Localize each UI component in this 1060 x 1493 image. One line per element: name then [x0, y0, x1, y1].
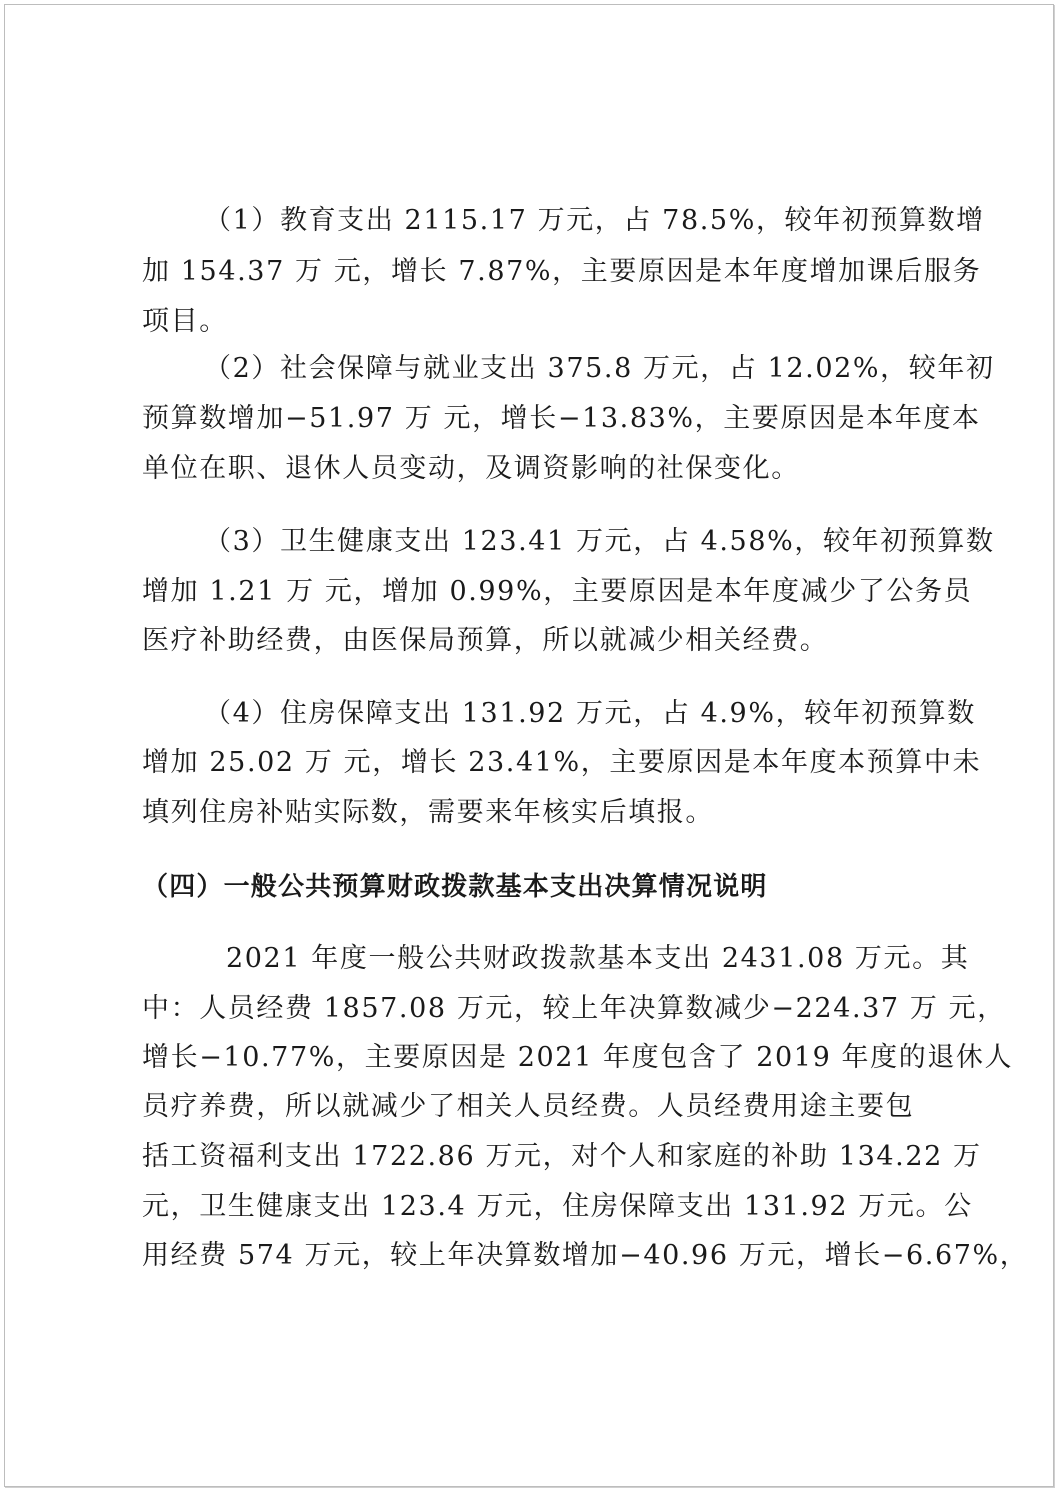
paragraph-health-line-1: （3）卫生健康支出 123.41 万元，占 4.58%，较年初预算数 [204, 526, 995, 557]
paragraph-education-line-1: （1）教育支出 2115.17 万元，占 78.5%，较年初预算数增 [204, 205, 985, 236]
paragraph-housing-line-3: 填列住房补贴实际数，需要来年核实后填报。 [142, 797, 714, 828]
paragraph-health-line-3: 医疗补助经费，由医保局预算，所以就减少相关经费。 [142, 625, 829, 656]
basic-expenditure-line-3: 增长−10.77%，主要原因是 2021 年度包含了 2019 年度的退休人 [142, 1042, 1014, 1073]
paragraph-social-security-line-1: （2）社会保障与就业支出 375.8 万元，占 12.02%，较年初 [204, 353, 995, 384]
paragraph-health-line-2: 增加 1.21 万 元，增加 0.99%，主要原因是本年度减少了公务员 [142, 576, 973, 607]
basic-expenditure-line-6: 元，卫生健康支出 123.4 万元，住房保障支出 131.92 万元。公 [142, 1191, 973, 1222]
basic-expenditure-line-7: 用经费 574 万元，较上年决算数增加−40.96 万元，增长−6.67%， [142, 1240, 1029, 1271]
paragraph-housing-line-1: （4）住房保障支出 131.92 万元，占 4.9%，较年初预算数 [204, 698, 976, 729]
paragraph-housing-line-2: 增加 25.02 万 元，增长 23.41%，主要原因是本年度本预算中未 [142, 747, 982, 778]
paragraph-education-line-2: 加 154.37 万 元，增长 7.87%，主要原因是本年度增加课后服务 [142, 256, 982, 287]
basic-expenditure-line-2: 中：人员经费 1857.08 万元，较上年决算数减少−224.37 万 元， [142, 993, 1006, 1024]
basic-expenditure-line-5: 括工资福利支出 1722.86 万元，对个人和家庭的补助 134.22 万 [142, 1141, 982, 1172]
paragraph-education-line-3: 项目。 [142, 306, 228, 337]
paragraph-social-security-line-3: 单位在职、退休人员变动，及调资影响的社保变化。 [142, 453, 800, 484]
basic-expenditure-line-1: 2021 年度一般公共财政拨款基本支出 2431.08 万元。其 [226, 943, 970, 974]
basic-expenditure-line-4: 员疗养费，所以就减少了相关人员经费。人员经费用途主要包 [142, 1091, 915, 1122]
paragraph-social-security-line-2: 预算数增加−51.97 万 元，增长−13.83%，主要原因是本年度本 [142, 403, 981, 434]
section-heading: （四）一般公共预算财政拨款基本支出决算情况说明 [142, 872, 768, 902]
